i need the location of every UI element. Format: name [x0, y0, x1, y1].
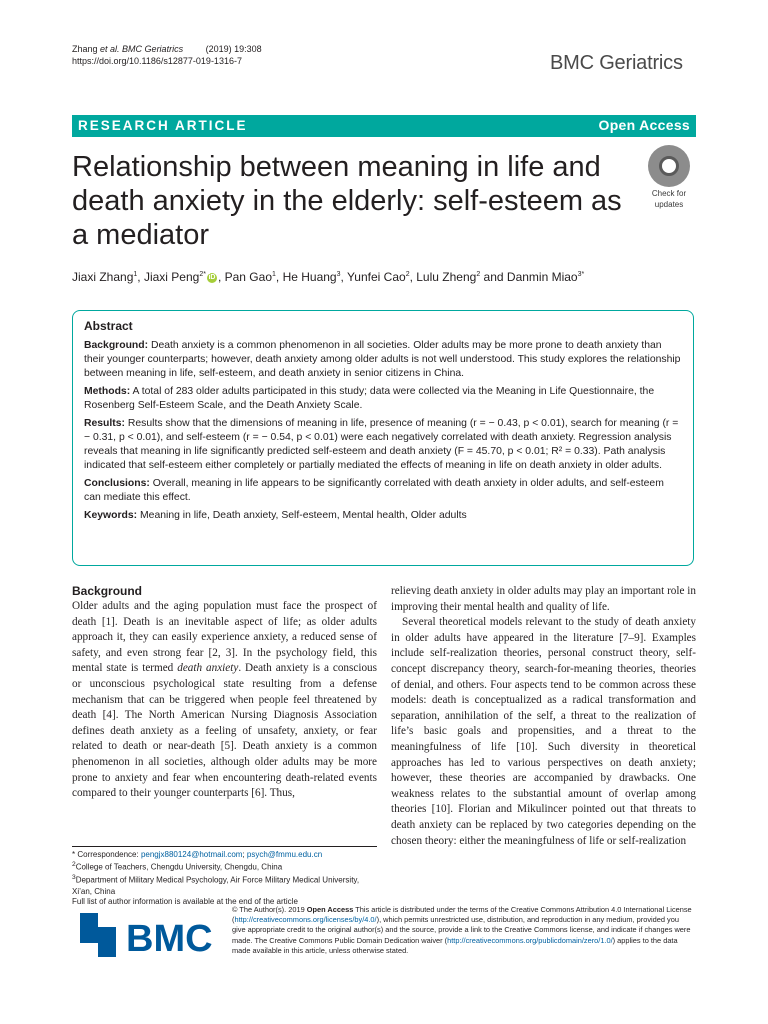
- body-column-right: [391, 584, 696, 849]
- body-column-left: [72, 584, 377, 802]
- orcid-icon[interactable]: iD: [208, 273, 216, 281]
- public-domain-link[interactable]: http://creativecommons.org/publicdomain/zero/1.0/: [447, 935, 613, 945]
- section-heading-background: Background: [72, 584, 143, 598]
- citation-link[interactable]: 10: [519, 740, 532, 753]
- bmc-logo-text: BMC: [126, 918, 213, 960]
- title-line: a mediator: [72, 219, 210, 251]
- section-label: Keywords:: [84, 510, 138, 521]
- title-line: Relationship between meaning in life and: [72, 151, 601, 183]
- section-label: Results:: [84, 418, 125, 429]
- section-label: Background:: [84, 340, 149, 351]
- citation-link[interactable]: 7–9: [622, 631, 640, 644]
- check-updates-line2: updates: [654, 200, 684, 209]
- license-link[interactable]: http://creativecommons.org/licenses/by/4.0/: [234, 915, 377, 925]
- affiliation-line: $^3$Department of Military Medical Psychology, Air Force Military Medical University, Xi’an, China: [72, 874, 360, 896]
- citation-author: Zhang: [72, 44, 98, 54]
- abstract-background: [84, 339, 682, 381]
- citation-line: [72, 43, 262, 55]
- affiliation-line: $^2$College of Teachers, Chengdu University, Chengdu, China: [72, 861, 283, 873]
- check-updates-icon: [648, 145, 690, 187]
- affiliation-marker: 1: [272, 271, 276, 278]
- citation-journal: et al. BMC Geriatrics: [100, 44, 184, 54]
- author-name: , Yunfei Cao: [340, 270, 406, 284]
- abstract-conclusions: [84, 477, 682, 505]
- author-name: , Jiaxi Peng: [137, 270, 200, 284]
- affiliation-marker: 2*: [199, 271, 206, 278]
- check-updates-line1: Check for: [651, 189, 687, 198]
- emphasized-term: death anxiety: [177, 662, 239, 675]
- section-text: Overall, meaning in life appears to be significantly correlated with death anxiety in older adults, and self-esteem can mediate this effect.: [84, 478, 664, 503]
- title-line: death anxiety in the elderly: self-esteem as: [72, 185, 622, 217]
- author-list: [72, 267, 692, 285]
- bmc-logo: [72, 905, 232, 965]
- abstract-box: [72, 310, 694, 566]
- abstract-heading: Abstract: [84, 319, 133, 333]
- bmc-logo-mark: [80, 913, 116, 957]
- citation-link[interactable]: 10: [435, 803, 447, 816]
- correspondence-line: * Correspondence: pengjx880124@hotmail.com; psych@fmmu.edu.cn: [72, 850, 323, 859]
- affiliation-marker: 1: [133, 271, 138, 278]
- section-label: Conclusions:: [84, 478, 150, 489]
- author-name: and Danmin Miao: [480, 270, 578, 284]
- citation-link[interactable]: 5: [224, 740, 231, 753]
- journal-name: BMC Geriatrics: [550, 52, 683, 74]
- open-access-label: Open Access: [306, 905, 354, 914]
- citation-link[interactable]: 4: [106, 709, 112, 722]
- section-text: Meaning in life, Death anxiety, Self-esteem, Mental health, Older adults: [140, 510, 467, 521]
- affiliation-marker: 2: [405, 271, 410, 278]
- full-author-info-note: Full list of author information is available at the end of the article: [72, 896, 298, 906]
- section-text: A total of 283 older adults participated in this study; data were collected via the Meaning in Life Questionnaire, the Rosenberg Self-Esteem Scale, and the Death Anxiety Scale.: [84, 386, 655, 411]
- citation-link[interactable]: 1: [105, 615, 112, 628]
- affiliation-marker: 3*: [577, 271, 585, 278]
- open-access-label: Open Access: [598, 117, 690, 133]
- body-paragraph: Several theoretical models relevant to the study of death anxiety in older adults have appeared in the literature [7–9]. Examples include self-realization theories, personal construct theory, self-concept discrepancy theory, search-for-meaning theories, theories of denial, and others. Four aspects tend to be common across these models: death is conceptualized as a radical transformation and separation, annihilation of the self, a threat to the realization of life’s basic goals and propensities, and a threat to the meaningfulness of life [10]. Such diversity in theoretical approaches has led to various perspectives on death anxiety; however, these theories are accompanied by drawbacks. One weakness relates to the substantial amount of overlap among theories [10]. Florian and Mikulincer pointed out that threats to death anxiety can be replaced by two categories depending on the chosen theory: either the meaningfulness of life or self-realization: [391, 616, 696, 847]
- section-text: Death anxiety is a common phenomenon in all societies. Older adults may be more prone to death anxiety than their younger counterparts; however, death anxiety among older adults is not well understood. This study explores the relationship between meaning in life, self-esteem, and death anxiety in senior citizens in China.: [84, 340, 681, 379]
- author-name: , Lulu Zheng: [409, 270, 477, 284]
- body-paragraph: relieving death anxiety in older adults may play an important role in improving their mental health and quality of life.: [391, 585, 696, 613]
- email-link[interactable]: pengjx880124@hotmail.com: [140, 850, 243, 859]
- citation-link[interactable]: 3: [225, 646, 232, 659]
- abstract-keywords: [84, 509, 682, 523]
- correspondence-footnotes: [72, 846, 377, 907]
- doi-link[interactable]: https://doi.org/10.1186/s12877-019-1316-7: [72, 56, 242, 66]
- affiliation-marker: 2: [476, 271, 481, 278]
- abstract-results: [84, 417, 682, 473]
- citation-year-volume: (2019) 19:308: [205, 44, 262, 54]
- section-label: Methods:: [84, 386, 131, 397]
- abstract-methods: [84, 385, 682, 413]
- author-name: , He Huang: [275, 270, 337, 284]
- author-name: , Pan Gao: [217, 270, 272, 284]
- body-paragraph: Older adults and the aging population must face the prospect of death [1]. Death is an inevitable aspect of life; as older adults approach it, they can easily experience anxiety, a reduced sense of safety, and even strong fear [2, 3]. In the psychology field, this mental state is termed death anxiety. Death anxiety is a conscious or unconscious psychological state resulting from a defense mechanism that can be triggered when people feel threatened by death [4]. The North American Nursing Diagnosis Association defines death anxiety as a feeling of unsafety, anxiety, or fear related to death or near-death [5]. Death anxiety is a common phenomenon in all societies, although older adults may be more prone to anxiety and fear when encountering death-related events compared to their younger counterparts [6]. Thus,: [72, 600, 378, 800]
- article-type-banner: [72, 115, 696, 137]
- email-link[interactable]: psych@fmmu.edu.cn: [246, 850, 323, 859]
- citation-link[interactable]: 2: [212, 646, 218, 659]
- check-for-updates-badge[interactable]: [640, 145, 698, 209]
- affiliation-marker: 3: [336, 271, 341, 278]
- citation-link[interactable]: 6: [254, 787, 261, 800]
- article-type-label: RESEARCH ARTICLE: [78, 118, 248, 133]
- license-statement: © The Author(s). 2019 Open Access This article is distributed under the terms of the Creative Commons Attribution 4.0 International License (http://creativecommons.org/licenses/by/4.0/), which permits unrestricted use, distribution, and reproduction in any medium, provided you give appropriate credit to the original author(s) and the source, provide a link to the Creative Commons license, and indicate if changes were made. The Creative Commons Public Domain Dedication waiver (http://creativecommons.org/publicdomain/zero/1.0/) applies to the data made available in this article, unless otherwise stated.: [232, 905, 692, 955]
- section-text: Results show that the dimensions of meaning in life, presence of meaning (r = − 0.43, p < 0.01), search for meaning (r = − 0.31, p < 0.01), and self-esteem (r = − 0.54, p < 0.01) were each negatively correlated with death anxiety. Regression analysis reveals that meaning in life significantly predicted self-esteem and death anxiety (F = 45.70, p < 0.01; R² = 0.33). Path analysis indicated that self-esteem either completely or partially mediated the effects of meaning in life on death anxiety in older adults.: [84, 418, 679, 471]
- article-title: [72, 150, 632, 252]
- author-name: Jiaxi Zhang: [72, 270, 134, 284]
